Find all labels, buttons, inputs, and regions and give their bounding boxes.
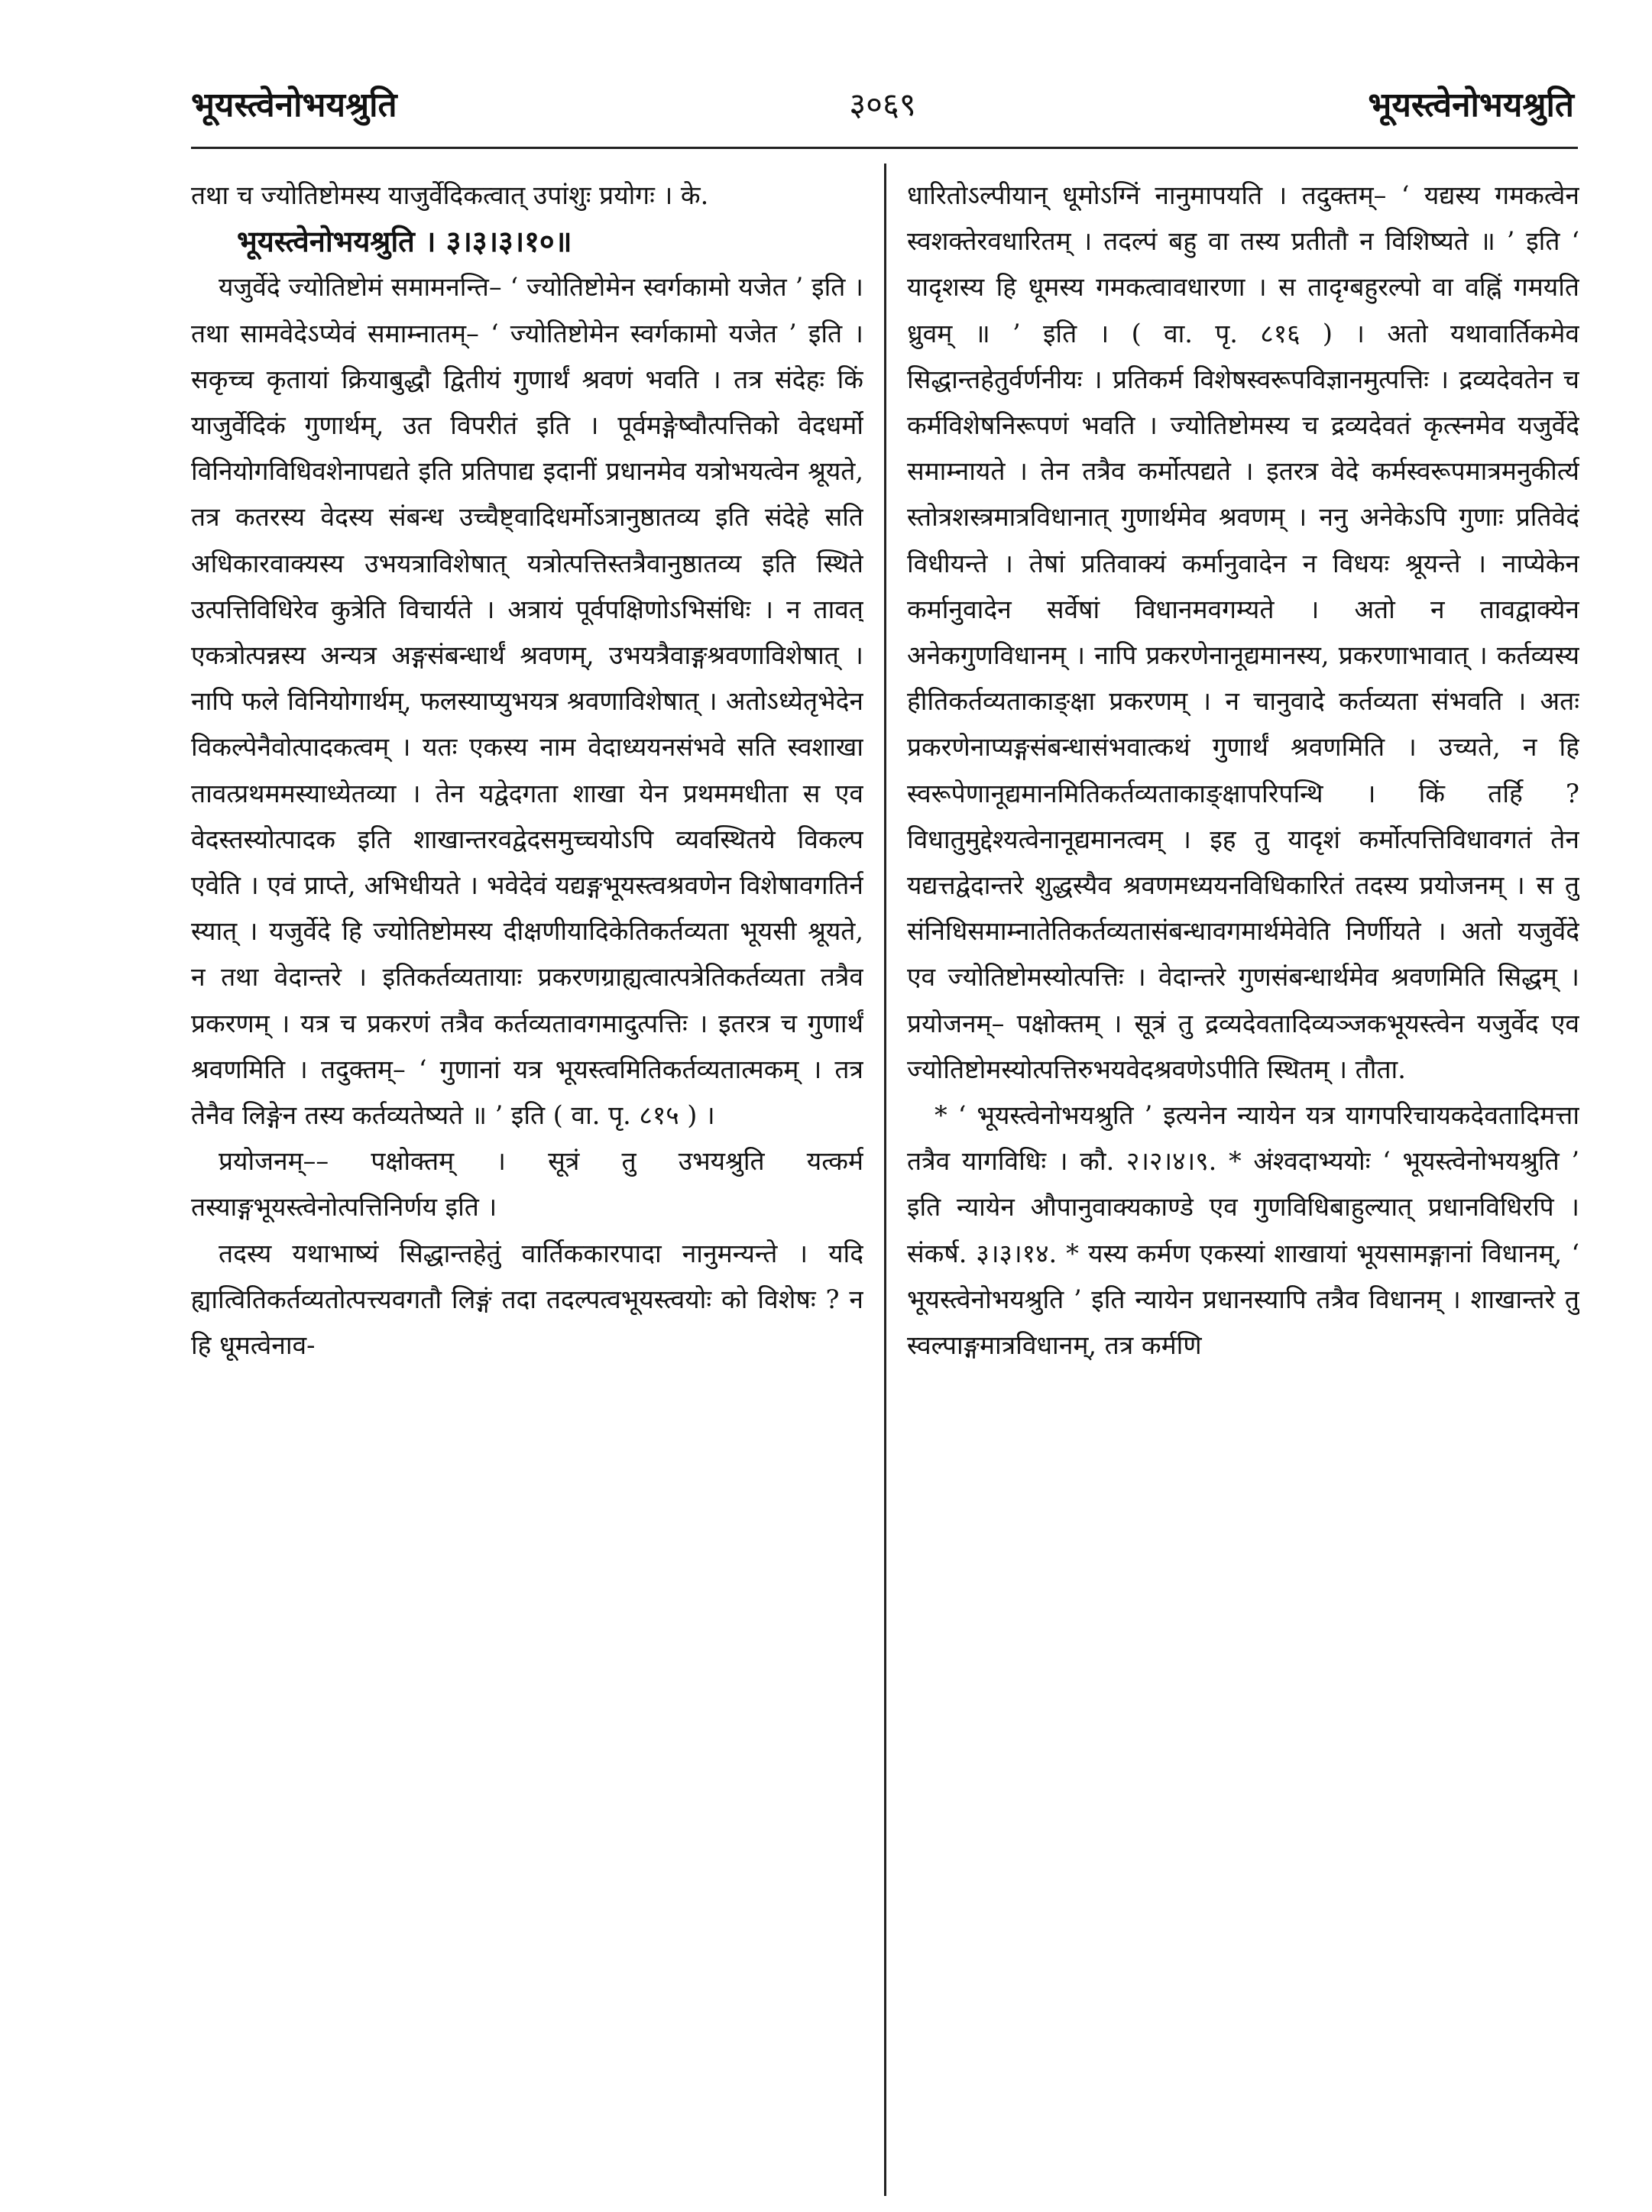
right-column bbox=[907, 173, 1579, 2190]
header-rule bbox=[191, 147, 1578, 149]
page-header bbox=[191, 73, 1574, 134]
right-footnote-paragraph: * ‘ भूयस्त्वेनोभयश्रुति ’ इत्यनेन न्यायेन यत्र यागपरिचायकदेवतादिमत्ता तत्रैव यागविधिः । कौ. २।२।४।९. * अंश्वदाभ्ययोः ‘ भूयस्त्वेनोभयश्रुति ’ इति न्यायेन औपानुवाक्यकाण्डे एव गुणविधिबाहुल्यात् प्रधानविधिरपि । संकर्ष. ३।३।१४. * यस्य कर्मण एकस्यां शाखायां भूयसामङ्गानां विधानम्, ‘ भूयस्त्वेनोभयश्रुति ’ इति न्यायेन प्रधानस्यापि तत्रैव विधानम् । शाखान्तरे तु स्वल्पाङ्गमात्रविधानम्, तत्र कर्मणि bbox=[907, 1100, 1579, 1361]
left-paragraph-4: तदस्य यथाभाष्यं सिद्धान्तहेतुं वार्तिककारपादा नानुमन्यन्ते । यदि ह्यात्वितिकर्तव्यतोत्पत्त्यवगतौ लिङ्गं तदा तदल्पत्वभूयस्त्वयोः को विशेषः ? न हि धूमत्वेनाव- bbox=[191, 1238, 863, 1361]
header-right-title: भूयस्त्वेनोभयश्रुति bbox=[1368, 86, 1574, 125]
column-divider bbox=[884, 164, 886, 2196]
right-paragraph-1: धारितोऽल्पीयान् धूमोऽग्निं नानुमापयति । तदुक्तम्– ‘ यद्यस्य गमकत्वेन स्वशक्तेरवधारितम् । तदल्पं बहु वा तस्य प्रतीतौ न विशिष्यते ॥ ’ इति ‘ यादृशस्य हि धूमस्य गमकत्वावधारणा । स तादृग्बहुरल्पो वा वह्निं गमयति ध्रुवम् ॥ ’ इति । ( वा. पृ. ८१६ ) । अतो यथावार्तिकमेव सिद्धान्तहेतुर्वर्णनीयः । प्रतिकर्म विशेषस्वरूपविज्ञानमुत्पत्तिः । द्रव्यदेवतेन च कर्मविशेषनिरूपणं भवति । ज्योतिष्टोमस्य च द्रव्यदेवतं कृत्स्नमेव यजुर्वेदे समाम्नायते । तेन तत्रैव कर्मोत्पद्यते । इतरत्र वेदे कर्मस्वरूपमात्रमनुकीर्त्य स्तोत्रशस्त्रमात्रविधानात् गुणार्थमेव श्रवणम् । ननु अनेकेऽपि गुणाः प्रतिवेदं विधीयन्ते । तेषां प्रतिवाक्यं कर्मानुवादेन न विधयः श्रूयन्ते । नाप्येकेन कर्मानुवादेन सर्वेषां विधानमवगम्यते । अतो न तावद्वाक्येन अनेकगुणविधानम् । नापि प्रकरणेनानूद्यमानस्य, प्रकरणाभावात् । कर्तव्यस्य हीतिकर्तव्यताकाङ्क्षा प्रकरणम् । न चानुवादे कर्तव्यता संभवति । अतः प्रकरणेनाप्यङ्गसंबन्धासंभवात्कथं गुणार्थं श्रवणमिति । उच्यते, न हि स्वरूपेणानूद्यमानमितिकर्तव्यताकाङ्क्षापरिपन्थि । किं तर्हि ? विधातुमुद्देश्यत्वेनानूद्यमानत्वम् । इह तु यादृशं कर्मोत्पत्तिविधावगतं तेन यद्यत्तद्वेदान्तरे शुद्धस्यैव श्रवणमध्ययनविधिकारितं तदस्य प्रयोजनम् । स तु संनिधिसमाम्नातेतिकर्तव्यतासंबन्धावगमार्थमेवेति निर्णीयते । अतो यजुर्वेदे एव ज्योतिष्टोमस्योत्पत्तिः । वेदान्तरे गुणसंबन्धार्थमेव श्रवणमिति सिद्धम् । प्रयोजनम्– पक्षोक्तम् । सूत्रं तु द्रव्यदेवतादिव्यञ्जकभूयस्त्वेन यजुर्वेद एव ज्योतिष्टोमस्योत्पत्तिरुभयवेदश्रवणेऽपीति स्थितम् । तौता. bbox=[907, 180, 1579, 1084]
left-column bbox=[191, 173, 863, 2190]
header-left-title: भूयस्त्वेनोभयश्रुति bbox=[191, 86, 397, 125]
page-number: ३०६९ bbox=[849, 85, 916, 123]
left-paragraph-3: प्रयोजनम्–– पक्षोक्तम् । सूत्रं तु उभयश्रुति यत्कर्म तस्याङ्गभूयस्त्वेनोत्पत्तिनिर्णय इति । bbox=[191, 1146, 863, 1223]
left-paragraph-2: यजुर्वेदे ज्योतिष्टोमं समामनन्ति– ‘ ज्योतिष्टोमेन स्वर्गकामो यजेत ’ इति । तथा सामवेदेऽप्येवं समाम्नातम्– ‘ ज्योतिष्टोमेन स्वर्गकामो यजेत ’ इति । सकृच्च कृतायां क्रियाबुद्धौ द्वितीयं गुणार्थं श्रवणं भवति । तत्र संदेहः किं याजुर्वेदिकं गुणार्थम्, उत विपरीतं इति । पूर्वमङ्गेष्वौत्पत्तिको वेदधर्मो विनियोगविधिवशेनापद्यते इति प्रतिपाद्य इदानीं प्रधानमेव यत्रोभयत्वेन श्रूयते, तत्र कतरस्य वेदस्य संबन्ध उच्चैष्ट्वादिधर्मोऽत्रानुष्ठातव्य इति संदेहे सति अधिकारवाक्यस्य उभयत्राविशेषात् यत्रोत्पत्तिस्तत्रैवानुष्ठातव्य इति स्थिते उत्पत्तिविधिरेव कुत्रेति विचार्यते । अत्रायं पूर्वपक्षिणोऽभिसंधिः । न तावत् एकत्रोत्पन्नस्य अन्यत्र अङ्गसंबन्धार्थं श्रवणम्, उभयत्रैवाङ्गश्रवणाविशेषात् । नापि फले विनियोगार्थम्, फलस्याप्युभयत्र श्रवणाविशेषात् । अतोऽध्येतृभेदेन विकल्पेनैवोत्पादकत्वम् । यतः एकस्य नाम वेदाध्ययनसंभवे सति स्वशाखा तावत्प्रथममस्याध्येतव्या । तेन यद्वेदगता शाखा येन प्रथममधीता स एव वेदस्तस्योत्पादक इति शाखान्तरवद्वेदसमुच्चयोऽपि व्यवस्थितये विकल्प एवेति । एवं प्राप्ते, अभिधीयते । भवेदेवं यद्यङ्गभूयस्त्वश्रवणेन विशेषावगतिर्न स्यात् । यजुर्वेदे हि ज्योतिष्टोमस्य दीक्षणीयादिकेतिकर्तव्यता भूयसी श्रूयते, न तथा वेदान्तरे । इतिकर्तव्यतायाः प्रकरणग्राह्यत्वात्पत्रेतिकर्तव्यता तत्रैव प्रकरणम् । यत्र च प्रकरणं तत्रैव कर्तव्यतावगमादुत्पत्तिः । इतरत्र च गुणार्थं श्रवणमिति । तदुक्तम्– ‘ गुणानां यत्र भूयस्त्वमितिकर्तव्यतात्मकम् । तत्र तेनैव लिङ्गेन तस्य कर्तव्यतेष्यते ॥ ’ इति ( वा. पृ. ८१५ ) । bbox=[191, 272, 863, 1131]
section-heading: भूयस्त्वेनोभयश्रुति । ३।३।३।१०॥ bbox=[237, 225, 572, 259]
left-paragraph-1: तथा च ज्योतिष्टोमस्य याजुर्वेदिकत्वात् उपांशुः प्रयोगः । के. bbox=[191, 180, 709, 210]
